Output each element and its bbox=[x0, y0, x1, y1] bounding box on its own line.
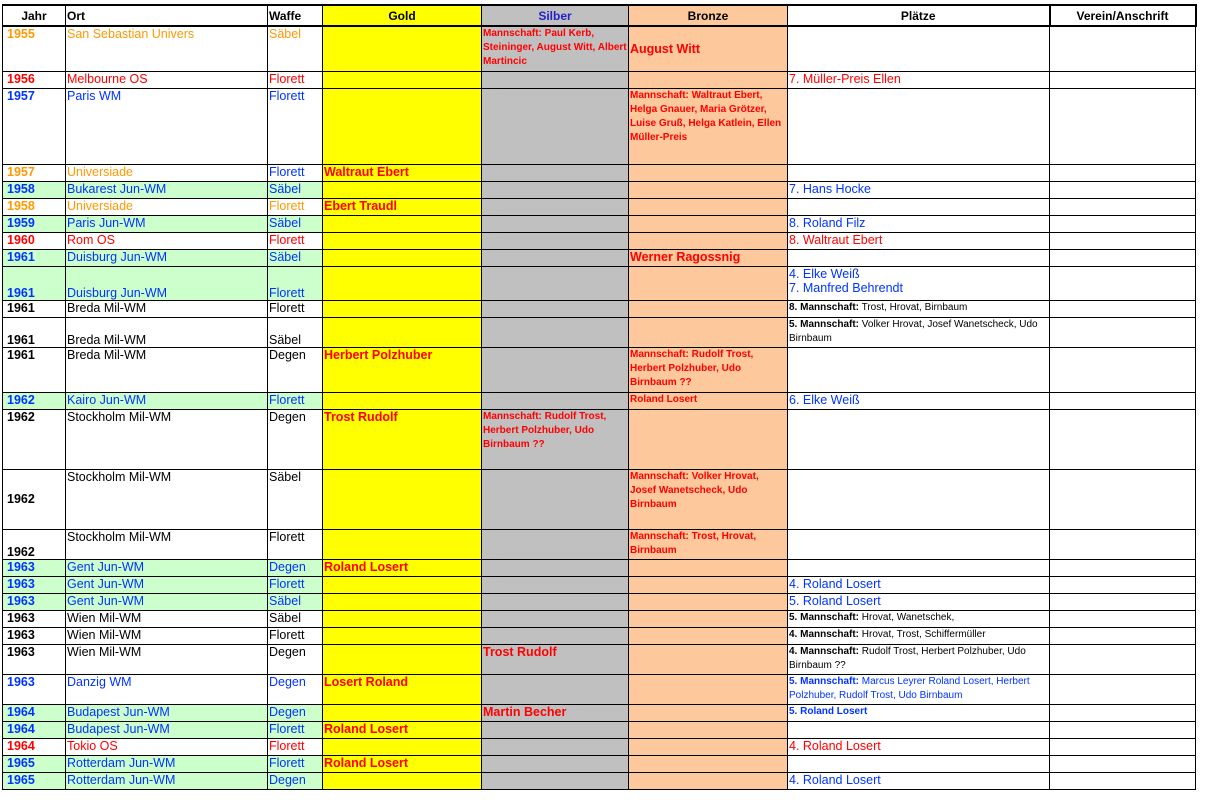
cell-ort: San Sebastian Univers bbox=[66, 26, 268, 71]
cell-ort: Paris WM bbox=[66, 88, 268, 164]
cell-plaetze: 4. Roland Losert bbox=[788, 772, 1050, 789]
cell-waffe: Florett bbox=[268, 88, 323, 164]
cell-waffe: Degen bbox=[268, 772, 323, 789]
plaetze-rest: Trost, Hrovat, Birnbaum bbox=[859, 301, 968, 313]
cell-jahr: 1957 bbox=[3, 88, 66, 164]
cell-waffe: Degen bbox=[268, 644, 323, 674]
table-row bbox=[3, 198, 1196, 215]
cell-verein bbox=[1050, 593, 1196, 610]
cell-verein bbox=[1050, 317, 1196, 347]
cell-gold bbox=[323, 26, 482, 71]
table-row bbox=[3, 164, 1196, 181]
cell-verein bbox=[1050, 215, 1196, 232]
cell-ort: Danzig WM bbox=[66, 674, 268, 704]
cell-bronze bbox=[629, 755, 788, 772]
header-verein: Verein/Anschrift bbox=[1050, 5, 1196, 26]
cell-ort: Tokio OS bbox=[66, 738, 268, 755]
cell-jahr: 1961 bbox=[3, 347, 66, 392]
cell-silber bbox=[482, 198, 629, 215]
cell-silber bbox=[482, 627, 629, 644]
cell-silber bbox=[482, 559, 629, 576]
cell-waffe: Säbel bbox=[268, 249, 323, 266]
cell-bronze bbox=[629, 409, 788, 469]
cell-ort: Paris Jun-WM bbox=[66, 215, 268, 232]
cell-ort: Wien Mil-WM bbox=[66, 627, 268, 644]
cell-verein bbox=[1050, 469, 1196, 529]
cell-verein bbox=[1050, 704, 1196, 721]
cell-bronze bbox=[629, 317, 788, 347]
cell-ort: Rotterdam Jun-WM bbox=[66, 755, 268, 772]
plaetze-bold: 5. Mannschaft: bbox=[789, 318, 860, 330]
cell-verein bbox=[1050, 576, 1196, 593]
cell-gold bbox=[323, 772, 482, 789]
cell-gold bbox=[323, 469, 482, 529]
cell-verein bbox=[1050, 181, 1196, 198]
cell-bronze bbox=[629, 198, 788, 215]
cell-bronze bbox=[629, 300, 788, 317]
table-row bbox=[3, 593, 1196, 610]
cell-silber bbox=[482, 88, 629, 164]
cell-verein bbox=[1050, 266, 1196, 300]
cell-waffe: Degen bbox=[268, 559, 323, 576]
cell-verein bbox=[1050, 249, 1196, 266]
cell-verein bbox=[1050, 232, 1196, 249]
cell-plaetze bbox=[788, 529, 1050, 559]
cell-verein bbox=[1050, 409, 1196, 469]
cell-silber bbox=[482, 529, 629, 559]
cell-verein bbox=[1050, 347, 1196, 392]
cell-gold bbox=[323, 529, 482, 559]
cell-plaetze bbox=[788, 469, 1050, 529]
cell-ort: Melbourne OS bbox=[66, 71, 268, 88]
cell-silber bbox=[482, 266, 629, 300]
table-row bbox=[3, 559, 1196, 576]
cell-waffe: Degen bbox=[268, 409, 323, 469]
header-plaetze: Plätze bbox=[788, 5, 1050, 26]
cell-plaetze bbox=[788, 409, 1050, 469]
cell-ort: Universiade bbox=[66, 164, 268, 181]
plaetze-bold: 5. Mannschaft: bbox=[789, 675, 860, 687]
cell-verein bbox=[1050, 164, 1196, 181]
cell-silber: Trost Rudolf bbox=[482, 644, 629, 674]
cell-ort: Breda Mil-WM bbox=[66, 317, 268, 347]
header-bronze: Bronze bbox=[629, 5, 788, 26]
table-row bbox=[3, 249, 1196, 266]
cell-waffe: Säbel bbox=[268, 610, 323, 627]
cell-plaetze: 7. Müller-Preis Ellen bbox=[788, 71, 1050, 88]
cell-verein bbox=[1050, 529, 1196, 559]
header-row bbox=[3, 5, 1196, 26]
cell-jahr: 1962 bbox=[3, 469, 66, 529]
table-row bbox=[3, 347, 1196, 392]
cell-verein bbox=[1050, 644, 1196, 674]
cell-bronze bbox=[629, 674, 788, 704]
cell-waffe: Säbel bbox=[268, 593, 323, 610]
cell-waffe: Florett bbox=[268, 266, 323, 300]
cell-plaetze: 6. Elke Weiß bbox=[788, 392, 1050, 409]
cell-jahr: 1955 bbox=[3, 26, 66, 71]
cell-silber bbox=[482, 738, 629, 755]
cell-bronze: Roland Losert bbox=[629, 392, 788, 409]
cell-bronze: August Witt bbox=[629, 26, 788, 71]
cell-waffe: Säbel bbox=[268, 469, 323, 529]
cell-ort: Budapest Jun-WM bbox=[66, 704, 268, 721]
cell-jahr: 1964 bbox=[3, 704, 66, 721]
cell-plaetze bbox=[788, 704, 1050, 721]
cell-silber bbox=[482, 593, 629, 610]
cell-jahr: 1964 bbox=[3, 721, 66, 738]
cell-bronze: Mannschaft: Volker Hrovat, Josef Wanetscheck, Udo Birnbaum bbox=[629, 469, 788, 529]
table-row bbox=[3, 266, 1196, 300]
cell-jahr: 1963 bbox=[3, 627, 66, 644]
cell-ort: Duisburg Jun-WM bbox=[66, 266, 268, 300]
cell-gold bbox=[323, 317, 482, 347]
cell-silber bbox=[482, 181, 629, 198]
cell-gold: Roland Losert bbox=[323, 721, 482, 738]
cell-jahr: 1958 bbox=[3, 181, 66, 198]
cell-ort: Kairo Jun-WM bbox=[66, 392, 268, 409]
cell-gold bbox=[323, 392, 482, 409]
cell-verein bbox=[1050, 300, 1196, 317]
cell-verein bbox=[1050, 627, 1196, 644]
table-row bbox=[3, 232, 1196, 249]
cell-waffe: Florett bbox=[268, 738, 323, 755]
cell-ort: Bukarest Jun-WM bbox=[66, 181, 268, 198]
cell-plaetze bbox=[788, 627, 1050, 644]
cell-ort: Universiade bbox=[66, 198, 268, 215]
cell-silber bbox=[482, 232, 629, 249]
table-row bbox=[3, 26, 1196, 71]
cell-jahr: 1957 bbox=[3, 164, 66, 181]
cell-bronze bbox=[629, 627, 788, 644]
cell-silber bbox=[482, 772, 629, 789]
header-waffe: Waffe bbox=[268, 5, 323, 26]
cell-waffe: Säbel bbox=[268, 181, 323, 198]
cell-waffe: Florett bbox=[268, 721, 323, 738]
cell-bronze bbox=[629, 164, 788, 181]
cell-jahr: 1962 bbox=[3, 409, 66, 469]
cell-gold: Roland Losert bbox=[323, 755, 482, 772]
plaetze-line: 7. Manfred Behrendt bbox=[789, 280, 903, 295]
cell-plaetze bbox=[788, 26, 1050, 71]
cell-bronze bbox=[629, 71, 788, 88]
cell-silber bbox=[482, 249, 629, 266]
table-row bbox=[3, 392, 1196, 409]
cell-jahr: 1962 bbox=[3, 392, 66, 409]
header-ort: Ort bbox=[66, 5, 268, 26]
table-row bbox=[3, 88, 1196, 164]
cell-silber bbox=[482, 71, 629, 88]
cell-gold bbox=[323, 215, 482, 232]
cell-jahr: 1961 bbox=[3, 300, 66, 317]
cell-waffe: Florett bbox=[268, 71, 323, 88]
plaetze-bold: 5. Mannschaft: bbox=[789, 611, 860, 623]
cell-gold: Ebert Traudl bbox=[323, 198, 482, 215]
cell-silber bbox=[482, 164, 629, 181]
cell-ort: Duisburg Jun-WM bbox=[66, 249, 268, 266]
cell-plaetze bbox=[788, 249, 1050, 266]
cell-plaetze bbox=[788, 610, 1050, 627]
cell-verein bbox=[1050, 392, 1196, 409]
cell-bronze bbox=[629, 738, 788, 755]
cell-plaetze: 5. Roland Losert bbox=[788, 593, 1050, 610]
cell-bronze: Mannschaft: Rudolf Trost, Herbert Polzhuber, Udo Birnbaum ?? bbox=[629, 347, 788, 392]
cell-bronze bbox=[629, 576, 788, 593]
cell-verein bbox=[1050, 755, 1196, 772]
cell-bronze bbox=[629, 266, 788, 300]
cell-jahr: 1963 bbox=[3, 644, 66, 674]
cell-waffe: Degen bbox=[268, 674, 323, 704]
cell-verein bbox=[1050, 721, 1196, 738]
cell-jahr: 1961 bbox=[3, 249, 66, 266]
cell-waffe: Degen bbox=[268, 347, 323, 392]
table-row bbox=[3, 71, 1196, 88]
cell-gold bbox=[323, 249, 482, 266]
cell-gold: Roland Losert bbox=[323, 559, 482, 576]
cell-jahr: 1963 bbox=[3, 610, 66, 627]
cell-verein bbox=[1050, 26, 1196, 71]
cell-verein bbox=[1050, 559, 1196, 576]
cell-ort: Wien Mil-WM bbox=[66, 644, 268, 674]
cell-ort: Budapest Jun-WM bbox=[66, 721, 268, 738]
cell-bronze bbox=[629, 610, 788, 627]
table-row bbox=[3, 755, 1196, 772]
cell-jahr: 1963 bbox=[3, 576, 66, 593]
cell-jahr: 1963 bbox=[3, 674, 66, 704]
cell-bronze bbox=[629, 559, 788, 576]
cell-plaetze: 8. Roland Filz bbox=[788, 215, 1050, 232]
cell-waffe: Florett bbox=[268, 529, 323, 559]
cell-waffe: Florett bbox=[268, 300, 323, 317]
cell-plaetze bbox=[788, 721, 1050, 738]
cell-jahr: 1956 bbox=[3, 71, 66, 88]
cell-silber: Mannschaft: Paul Kerb, Steininger, August Witt, Albert Martincic bbox=[482, 26, 629, 71]
table-row bbox=[3, 738, 1196, 755]
cell-waffe: Florett bbox=[268, 755, 323, 772]
plaetze-rest: Hrovat, Wanetschek, bbox=[859, 611, 955, 623]
table-row bbox=[3, 300, 1196, 317]
cell-silber bbox=[482, 674, 629, 704]
cell-bronze: Mannschaft: Waltraut Ebert, Helga Gnauer, Maria Grötzer, Luise Gruß, Helga Katlein, Ellen Müller-Preis bbox=[629, 88, 788, 164]
table-row bbox=[3, 317, 1196, 347]
cell-waffe: Florett bbox=[268, 198, 323, 215]
cell-waffe: Degen bbox=[268, 704, 323, 721]
cell-plaetze bbox=[788, 300, 1050, 317]
cell-silber bbox=[482, 392, 629, 409]
cell-gold bbox=[323, 232, 482, 249]
cell-bronze bbox=[629, 721, 788, 738]
cell-waffe: Säbel bbox=[268, 317, 323, 347]
cell-gold bbox=[323, 88, 482, 164]
cell-silber bbox=[482, 317, 629, 347]
cell-gold bbox=[323, 71, 482, 88]
cell-gold bbox=[323, 738, 482, 755]
cell-silber: Martin Becher bbox=[482, 704, 629, 721]
plaetze-rest: Hrovat, Trost, Schiffermüller bbox=[859, 628, 986, 640]
cell-ort: Gent Jun-WM bbox=[66, 576, 268, 593]
cell-gold bbox=[323, 300, 482, 317]
table-row bbox=[3, 704, 1196, 721]
cell-plaetze bbox=[788, 317, 1050, 347]
plaetze-bold: 5. Roland Losert bbox=[789, 705, 868, 717]
plaetze-rest: Rudolf Trost, Herbert Polzhuber, Udo Birnbaum ?? bbox=[789, 645, 1026, 671]
plaetze-bold: 4. Mannschaft: bbox=[789, 645, 860, 657]
plaetze-rest: Volker Hrovat, Josef Wanetscheck, Udo Birnbaum bbox=[789, 318, 1038, 344]
plaetze-line: 4. Elke Weiß bbox=[789, 266, 860, 281]
cell-bronze bbox=[629, 593, 788, 610]
cell-silber bbox=[482, 721, 629, 738]
cell-jahr: 1963 bbox=[3, 559, 66, 576]
cell-plaetze bbox=[788, 164, 1050, 181]
table-row bbox=[3, 409, 1196, 469]
cell-jahr: 1959 bbox=[3, 215, 66, 232]
cell-waffe: Florett bbox=[268, 164, 323, 181]
cell-jahr: 1963 bbox=[3, 593, 66, 610]
cell-gold bbox=[323, 610, 482, 627]
cell-verein bbox=[1050, 198, 1196, 215]
cell-gold: Waltraut Ebert bbox=[323, 164, 482, 181]
cell-gold bbox=[323, 576, 482, 593]
table-row bbox=[3, 529, 1196, 559]
plaetze-bold: 8. Mannschaft: bbox=[789, 301, 860, 313]
cell-ort: Gent Jun-WM bbox=[66, 593, 268, 610]
plaetze-rest: Marcus Leyrer Roland Losert, Herbert Polzhuber, Rudolf Trost, Udo Birnbaum bbox=[789, 675, 1030, 701]
table-row bbox=[3, 772, 1196, 789]
cell-silber: Mannschaft: Rudolf Trost, Herbert Polzhuber, Udo Birnbaum ?? bbox=[482, 409, 629, 469]
cell-silber bbox=[482, 469, 629, 529]
cell-silber bbox=[482, 300, 629, 317]
cell-jahr: 1961 bbox=[3, 317, 66, 347]
cell-verein bbox=[1050, 88, 1196, 164]
cell-jahr: 1964 bbox=[3, 738, 66, 755]
cell-bronze bbox=[629, 181, 788, 198]
cell-silber bbox=[482, 347, 629, 392]
cell-plaetze: 7. Hans Hocke bbox=[788, 181, 1050, 198]
table-row bbox=[3, 469, 1196, 529]
cell-bronze bbox=[629, 704, 788, 721]
cell-ort: Rotterdam Jun-WM bbox=[66, 772, 268, 789]
cell-jahr: 1962 bbox=[3, 529, 66, 559]
table-row bbox=[3, 644, 1196, 674]
cell-ort: Breda Mil-WM bbox=[66, 300, 268, 317]
cell-silber bbox=[482, 576, 629, 593]
cell-gold bbox=[323, 593, 482, 610]
cell-bronze bbox=[629, 215, 788, 232]
cell-gold: Trost Rudolf bbox=[323, 409, 482, 469]
table-row bbox=[3, 627, 1196, 644]
header-silber: Silber bbox=[482, 5, 629, 26]
cell-verein bbox=[1050, 772, 1196, 789]
cell-verein bbox=[1050, 610, 1196, 627]
cell-verein bbox=[1050, 674, 1196, 704]
table-row bbox=[3, 610, 1196, 627]
cell-bronze bbox=[629, 644, 788, 674]
cell-ort: Breda Mil-WM bbox=[66, 347, 268, 392]
cell-plaetze bbox=[788, 644, 1050, 674]
cell-ort: Rom OS bbox=[66, 232, 268, 249]
cell-gold bbox=[323, 266, 482, 300]
cell-waffe: Florett bbox=[268, 232, 323, 249]
table-row bbox=[3, 181, 1196, 198]
cell-plaetze bbox=[788, 755, 1050, 772]
cell-ort: Gent Jun-WM bbox=[66, 559, 268, 576]
cell-gold bbox=[323, 704, 482, 721]
cell-plaetze: 4. Roland Losert bbox=[788, 738, 1050, 755]
results-table bbox=[2, 4, 1197, 790]
cell-jahr: 1960 bbox=[3, 232, 66, 249]
cell-jahr: 1965 bbox=[3, 755, 66, 772]
cell-ort: Wien Mil-WM bbox=[66, 610, 268, 627]
table-row bbox=[3, 576, 1196, 593]
cell-ort: Stockholm Mil-WM bbox=[66, 529, 268, 559]
cell-waffe: Florett bbox=[268, 627, 323, 644]
cell-jahr: 1965 bbox=[3, 772, 66, 789]
cell-plaetze bbox=[788, 674, 1050, 704]
cell-gold bbox=[323, 627, 482, 644]
table-row bbox=[3, 215, 1196, 232]
cell-waffe: Florett bbox=[268, 576, 323, 593]
table-row bbox=[3, 674, 1196, 704]
cell-plaetze bbox=[788, 198, 1050, 215]
cell-ort: Stockholm Mil-WM bbox=[66, 469, 268, 529]
cell-gold bbox=[323, 181, 482, 198]
cell-plaetze: 4. Roland Losert bbox=[788, 576, 1050, 593]
cell-plaetze bbox=[788, 559, 1050, 576]
cell-silber bbox=[482, 610, 629, 627]
cell-verein bbox=[1050, 738, 1196, 755]
cell-bronze bbox=[629, 232, 788, 249]
cell-jahr: 1961 bbox=[3, 266, 66, 300]
cell-gold bbox=[323, 644, 482, 674]
cell-silber bbox=[482, 215, 629, 232]
cell-bronze bbox=[629, 772, 788, 789]
cell-waffe: Florett bbox=[268, 392, 323, 409]
cell-plaetze bbox=[788, 266, 1050, 300]
header-jahr: Jahr bbox=[3, 5, 66, 26]
cell-verein bbox=[1050, 71, 1196, 88]
cell-plaetze bbox=[788, 88, 1050, 164]
cell-gold: Herbert Polzhuber bbox=[323, 347, 482, 392]
cell-ort: Stockholm Mil-WM bbox=[66, 409, 268, 469]
cell-gold: Losert Roland bbox=[323, 674, 482, 704]
cell-waffe: Säbel bbox=[268, 215, 323, 232]
cell-bronze: Mannschaft: Trost, Hrovat, Birnbaum bbox=[629, 529, 788, 559]
cell-silber bbox=[482, 755, 629, 772]
cell-plaetze bbox=[788, 347, 1050, 392]
cell-jahr: 1958 bbox=[3, 198, 66, 215]
header-gold: Gold bbox=[323, 5, 482, 26]
cell-bronze: Werner Ragossnig bbox=[629, 249, 788, 266]
table-row bbox=[3, 721, 1196, 738]
plaetze-bold: 4. Mannschaft: bbox=[789, 628, 860, 640]
cell-waffe: Säbel bbox=[268, 26, 323, 71]
cell-plaetze: 8. Waltraut Ebert bbox=[788, 232, 1050, 249]
